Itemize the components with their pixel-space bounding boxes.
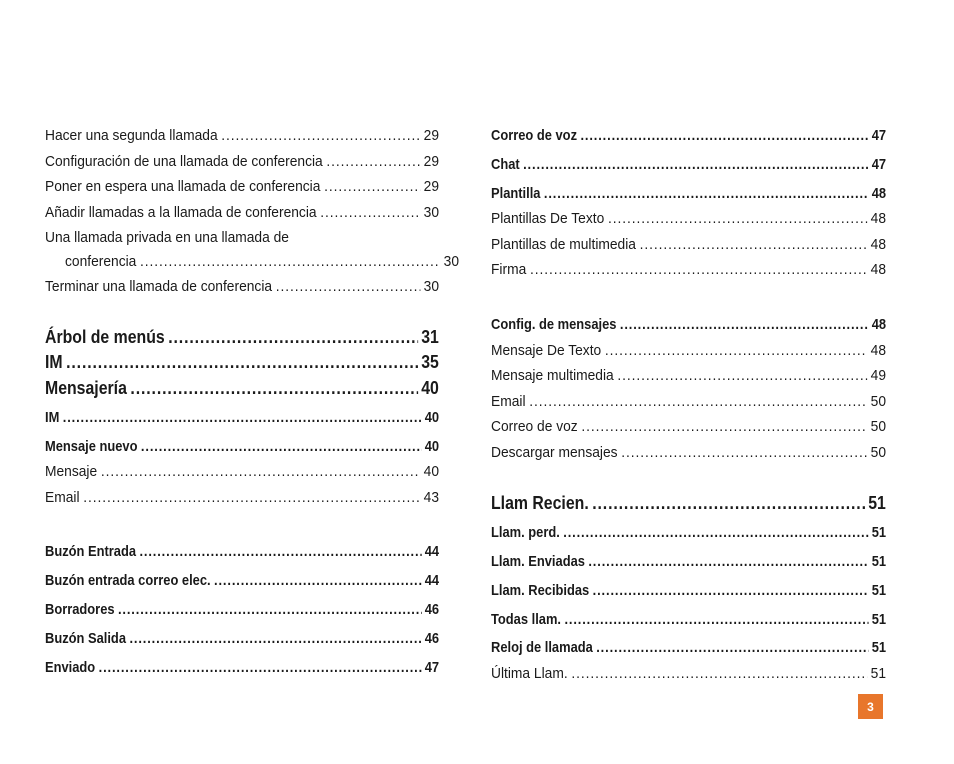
toc-entry-label-line1[interactable]: Una llamada privada en una llamada de xyxy=(45,229,289,246)
toc-leader-dots xyxy=(592,494,864,512)
toc-entry-page: 51 xyxy=(870,665,887,682)
toc-entry-page: 50 xyxy=(870,444,887,461)
toc-entry-label: Email xyxy=(45,489,80,506)
toc-entry-label: Todas llam. xyxy=(491,611,562,628)
toc-entry-page: 51 xyxy=(868,493,886,513)
toc-entry-label: Mensaje xyxy=(45,463,98,480)
toc-entry[interactable] xyxy=(491,186,886,201)
toc-entry-label: Poner en espera una llamada de conferencia xyxy=(45,178,321,195)
toc-entry-page: 40 xyxy=(421,378,439,398)
toc-leader-dots xyxy=(320,205,420,220)
toc-entry-page: 51 xyxy=(871,524,887,541)
toc-leader-dots xyxy=(101,464,420,479)
toc-entry-label: Buzón entrada correo elec. xyxy=(45,572,211,589)
toc-leader-dots xyxy=(63,410,421,425)
toc-entry-label: Correo de voz xyxy=(491,418,578,435)
toc-entry[interactable] xyxy=(491,343,886,358)
toc-entry-label: Descargar mensajes xyxy=(491,444,618,461)
toc-leader-dots xyxy=(168,328,417,346)
toc-entry[interactable] xyxy=(491,128,886,143)
toc-leader-dots xyxy=(564,612,868,627)
toc-leader-dots xyxy=(581,419,867,434)
toc-entry-page: 29 xyxy=(423,178,440,195)
toc-entry-label: Mensaje nuevo xyxy=(45,438,138,455)
toc-entry[interactable] xyxy=(491,394,886,409)
toc-leader-dots xyxy=(118,602,421,617)
toc-leader-dots xyxy=(83,490,420,505)
toc-entry-page: 29 xyxy=(423,127,440,144)
toc-entry[interactable] xyxy=(491,640,886,655)
toc-entry-label: Buzón Entrada xyxy=(45,543,137,560)
toc-entry[interactable] xyxy=(45,490,439,505)
toc-entry-page: 50 xyxy=(870,393,887,410)
toc-entry[interactable] xyxy=(491,237,886,252)
toc-entry-page: 48 xyxy=(870,210,887,227)
toc-entry[interactable] xyxy=(45,602,439,617)
toc-leader-dots xyxy=(130,379,417,397)
toc-entry-page: 44 xyxy=(424,543,440,560)
toc-entry-label: Llam. Recibidas xyxy=(491,582,590,599)
toc-entry[interactable] xyxy=(45,410,439,425)
toc-entry-page: 40 xyxy=(424,438,440,455)
toc-entry-label: Correo de voz xyxy=(491,127,578,144)
toc-entry[interactable] xyxy=(45,205,439,220)
toc-entry-page: 30 xyxy=(423,204,440,221)
toc-entry[interactable] xyxy=(45,464,439,479)
toc-section-entry[interactable] xyxy=(45,379,439,397)
toc-leader-dots xyxy=(276,279,420,294)
toc-entry-label: IM xyxy=(45,409,60,426)
toc-entry-page: 44 xyxy=(424,572,440,589)
toc-entry-page: 47 xyxy=(871,127,887,144)
toc-entry-label: Firma xyxy=(491,261,527,278)
toc-leader-dots xyxy=(544,186,868,201)
toc-entry-page: 48 xyxy=(870,342,887,359)
toc-leader-dots xyxy=(326,154,420,169)
toc-leader-dots xyxy=(608,211,867,226)
toc-entry-label: Buzón Salida xyxy=(45,630,127,647)
toc-leader-dots xyxy=(530,262,867,277)
toc-leader-dots xyxy=(129,631,421,646)
toc-entry-label: Enviado xyxy=(45,659,96,676)
toc-entry[interactable] xyxy=(491,583,886,598)
toc-entry-page: 46 xyxy=(424,630,440,647)
toc-entry-page: 35 xyxy=(421,352,439,372)
toc-entry[interactable] xyxy=(491,554,886,569)
toc-entry-label: Borradores xyxy=(45,601,115,618)
toc-entry-label: Plantillas de multimedia xyxy=(491,236,636,253)
toc-entry[interactable] xyxy=(45,544,439,559)
toc-entry-label: Mensaje multimedia xyxy=(491,367,614,384)
toc-entry-page: 30 xyxy=(423,278,440,295)
page-number-badge: 3 xyxy=(858,694,883,719)
toc-leader-dots xyxy=(523,157,868,172)
toc-leader-dots xyxy=(324,179,420,194)
toc-entry[interactable] xyxy=(491,211,886,226)
toc-entry-label: Llam. perd. xyxy=(491,524,560,541)
toc-entry-page: 49 xyxy=(870,367,887,384)
toc-leader-dots xyxy=(66,353,418,371)
toc-entry[interactable] xyxy=(45,631,439,646)
toc-entry-page: 31 xyxy=(421,327,439,347)
toc-entry[interactable] xyxy=(45,660,439,675)
toc-entry-page: 48 xyxy=(871,316,887,333)
toc-entry-page: 30 xyxy=(443,253,460,270)
toc-section-entry[interactable] xyxy=(491,494,886,512)
toc-leader-dots xyxy=(617,368,867,383)
toc-section-entry[interactable] xyxy=(45,328,439,346)
toc-entry-label: Mensaje De Texto xyxy=(491,342,602,359)
toc-entry[interactable] xyxy=(491,666,886,681)
toc-entry[interactable] xyxy=(491,612,886,627)
toc-entry-label: Plantilla xyxy=(491,185,541,202)
toc-entry-label: Llam. Enviadas xyxy=(491,553,585,570)
toc-entry-label: conferencia xyxy=(65,253,137,270)
toc-entry[interactable] xyxy=(45,179,439,194)
toc-entry[interactable] xyxy=(491,525,886,540)
toc-entry-page: 29 xyxy=(423,153,440,170)
toc-leader-dots xyxy=(580,128,868,143)
toc-entry[interactable] xyxy=(45,154,439,169)
toc-entry-page: 47 xyxy=(871,156,887,173)
toc-entry-label: Última Llam. xyxy=(491,665,568,682)
toc-entry[interactable] xyxy=(65,254,459,269)
toc-entry-label: Árbol de menús xyxy=(45,327,165,347)
toc-entry-label: Config. de mensajes xyxy=(491,316,617,333)
toc-entry-label: Plantillas De Texto xyxy=(491,210,605,227)
toc-entry-page: 40 xyxy=(424,409,440,426)
toc-leader-dots xyxy=(593,583,869,598)
toc-entry-page: 48 xyxy=(870,261,887,278)
toc-leader-dots xyxy=(596,640,868,655)
toc-leader-dots xyxy=(140,254,440,269)
toc-leader-dots xyxy=(621,445,867,460)
toc-entry-page: 46 xyxy=(424,601,440,618)
toc-entry-label: Email xyxy=(491,393,526,410)
toc-leader-dots xyxy=(139,544,421,559)
toc-section-entry[interactable] xyxy=(45,353,439,371)
toc-leader-dots xyxy=(529,394,867,409)
toc-entry-label: Añadir llamadas a la llamada de conferencia xyxy=(45,204,317,221)
toc-entry-page: 51 xyxy=(871,611,887,628)
toc-entry-page: 51 xyxy=(871,639,887,656)
toc-entry[interactable] xyxy=(491,445,886,460)
toc-leader-dots xyxy=(214,573,421,588)
toc-entry-page: 51 xyxy=(871,582,887,599)
toc-entry-page: 48 xyxy=(871,185,887,202)
toc-entry[interactable] xyxy=(491,368,886,383)
toc-entry-label: Llam Recien. xyxy=(491,493,589,513)
toc-leader-dots xyxy=(588,554,868,569)
toc-leader-dots xyxy=(99,660,422,675)
toc-leader-dots xyxy=(221,128,420,143)
toc-entry-label: Hacer una segunda llamada xyxy=(45,127,218,144)
toc-leader-dots xyxy=(640,237,867,252)
toc-entry[interactable] xyxy=(45,279,439,294)
toc-entry-label: IM xyxy=(45,352,63,372)
toc-entry-page: 40 xyxy=(423,463,440,480)
toc-entry-page: 47 xyxy=(424,659,440,676)
toc-entry-page: 48 xyxy=(870,236,887,253)
toc-entry-page: 43 xyxy=(423,489,440,506)
toc-entry-label: Configuración de una llamada de conferencia xyxy=(45,153,323,170)
toc-entry[interactable] xyxy=(491,419,886,434)
toc-leader-dots xyxy=(620,317,868,332)
toc-entry[interactable] xyxy=(491,317,886,332)
toc-leader-dots xyxy=(563,525,868,540)
toc-entry[interactable] xyxy=(491,157,886,172)
toc-entry[interactable] xyxy=(491,262,886,277)
toc-entry[interactable] xyxy=(45,439,439,454)
toc-leader-dots xyxy=(605,343,867,358)
toc-leader-dots xyxy=(141,439,421,454)
toc-entry-label: Chat xyxy=(491,156,520,173)
toc-entry-label: Mensajería xyxy=(45,378,127,398)
toc-entry-label: Terminar una llamada de conferencia xyxy=(45,278,273,295)
toc-entry-page: 51 xyxy=(871,553,887,570)
toc-leader-dots xyxy=(571,666,867,681)
toc-entry-label: Reloj de llamada xyxy=(491,639,593,656)
toc-entry-page: 50 xyxy=(870,418,887,435)
toc-entry[interactable] xyxy=(45,573,439,588)
toc-entry[interactable] xyxy=(45,128,439,143)
